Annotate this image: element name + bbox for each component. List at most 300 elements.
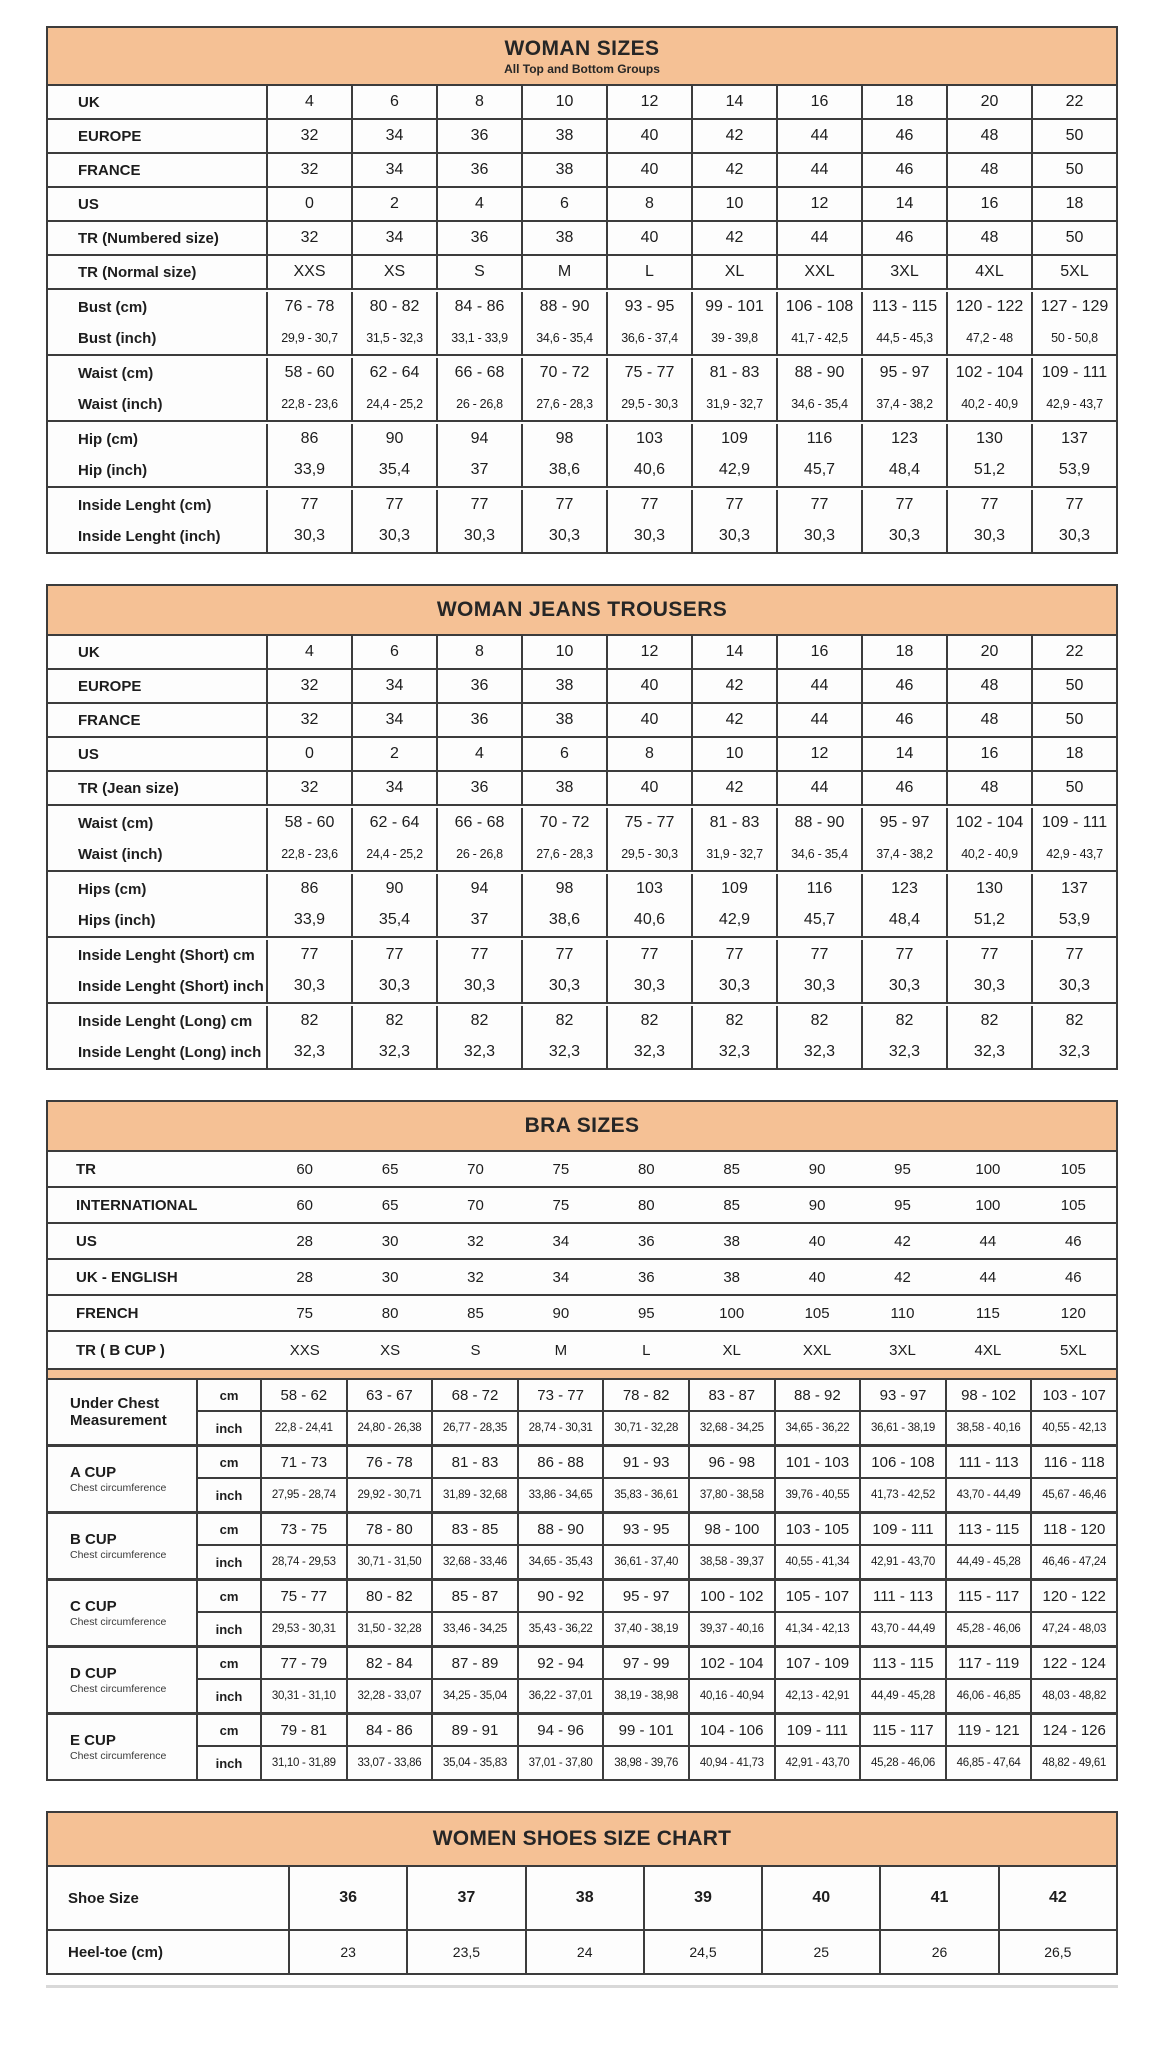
size-cell: 42,91 - 43,70 xyxy=(774,1747,860,1779)
size-cell: 8 xyxy=(606,738,691,770)
size-cell: 81 - 83 xyxy=(431,1447,517,1479)
size-cell: 85 xyxy=(467,1304,484,1322)
table-row xyxy=(48,838,1116,870)
size-cell: 75 xyxy=(552,1196,570,1214)
size-cell: 30,3 xyxy=(1031,970,1116,1002)
size-cell: 18 xyxy=(1031,188,1116,220)
row-label: EUROPE xyxy=(78,127,142,145)
cup-name: E CUP xyxy=(70,1731,116,1749)
size-cell: 100 - 102 xyxy=(688,1581,774,1613)
size-cell: 80 xyxy=(381,1304,399,1322)
size-cell: 31,9 - 32,7 xyxy=(691,388,776,420)
size-cell: 31,89 - 32,68 xyxy=(431,1479,517,1511)
row-label: Hips (inch) xyxy=(78,911,156,929)
size-cell: 41,7 - 42,5 xyxy=(776,322,861,354)
size-cell: 40,16 - 40,94 xyxy=(688,1680,774,1712)
size-cell: 29,5 - 30,3 xyxy=(606,838,691,870)
size-cell: 30,3 xyxy=(606,520,691,552)
size-cell: 77 xyxy=(1031,490,1116,520)
size-cell: L xyxy=(642,1341,651,1359)
size-cell: 30 xyxy=(381,1232,399,1250)
row-label: US xyxy=(78,195,99,213)
unit-label-inch: inch xyxy=(196,1412,260,1444)
row-label: US xyxy=(78,745,99,763)
size-cell: 77 xyxy=(351,940,436,970)
size-cell: 30,3 xyxy=(861,520,946,552)
size-cell: 85 xyxy=(723,1160,741,1178)
size-cell: 43,70 - 44,49 xyxy=(859,1613,945,1645)
size-cell: 32 xyxy=(467,1232,484,1250)
cup-sublabel: Chest circumference xyxy=(70,1482,167,1495)
size-cell: 8 xyxy=(606,188,691,220)
bra-sizes-table xyxy=(46,1100,1118,1781)
cup-label xyxy=(48,1447,196,1511)
size-cell: 88 - 92 xyxy=(774,1380,860,1412)
size-cell: 32 xyxy=(266,670,351,702)
size-cell: 79 - 81 xyxy=(260,1715,346,1747)
size-cell: 41,34 - 42,13 xyxy=(774,1613,860,1645)
size-cell: 40,94 - 41,73 xyxy=(688,1747,774,1779)
size-cell: 36 xyxy=(436,120,521,152)
size-cell: 32 xyxy=(266,154,351,186)
size-cell: 104 - 106 xyxy=(688,1715,774,1747)
size-cell: 116 - 118 xyxy=(1030,1447,1116,1479)
size-cell: 118 - 120 xyxy=(1030,1514,1116,1546)
size-cell: 111 - 113 xyxy=(859,1581,945,1613)
size-cell: 38 xyxy=(521,772,606,804)
size-cell: 46 xyxy=(861,670,946,702)
size-cell: 48,4 xyxy=(861,904,946,936)
size-cell: 102 - 104 xyxy=(688,1648,774,1680)
size-cell: 115 - 117 xyxy=(859,1715,945,1747)
bra-section-divider xyxy=(48,1368,1116,1380)
size-cell: 35,04 - 35,83 xyxy=(431,1747,517,1779)
size-cell: 91 - 93 xyxy=(602,1447,688,1479)
size-cell: 34,6 - 35,4 xyxy=(776,388,861,420)
size-cell: 99 - 101 xyxy=(691,292,776,322)
size-cell: 38 xyxy=(521,154,606,186)
size-cell: 103 xyxy=(606,874,691,904)
size-cell: 47,2 - 48 xyxy=(946,322,1031,354)
cup-label xyxy=(48,1380,196,1444)
size-cell: 76 - 78 xyxy=(346,1447,432,1479)
size-cell: 32,3 xyxy=(776,1036,861,1068)
table-row xyxy=(48,520,1116,552)
size-cell: 4XL xyxy=(974,1341,1002,1359)
size-cell: 29,9 - 30,7 xyxy=(266,322,351,354)
bra-sizes-header xyxy=(48,1102,1116,1152)
size-cell: 32,3 xyxy=(606,1036,691,1068)
row-label: UK xyxy=(78,643,100,661)
size-cell: L xyxy=(606,256,691,288)
unit-label-inch: inch xyxy=(196,1747,260,1779)
size-cell: 137 xyxy=(1031,424,1116,454)
size-cell: 46 xyxy=(861,704,946,736)
table-row-group xyxy=(48,938,1116,1004)
size-cell: 42,9 xyxy=(691,904,776,936)
size-cell: 86 xyxy=(266,424,351,454)
size-cell: 81 - 83 xyxy=(691,808,776,838)
size-cell: 78 - 82 xyxy=(602,1380,688,1412)
size-cell: 95 - 97 xyxy=(861,358,946,388)
size-cell: 30,3 xyxy=(266,970,351,1002)
size-cell: 40,55 - 42,13 xyxy=(1030,1412,1116,1444)
cup-label xyxy=(48,1715,196,1779)
size-cell: 35,4 xyxy=(351,454,436,486)
size-cell: 36,61 - 38,19 xyxy=(859,1412,945,1444)
table-row xyxy=(48,872,1116,904)
size-cell: 103 xyxy=(606,424,691,454)
table-row xyxy=(48,806,1116,838)
size-cell: 44 xyxy=(776,772,861,804)
table-title: BRA SIZES xyxy=(524,1114,640,1137)
size-cell: 14 xyxy=(861,188,946,220)
size-cell: 78 - 80 xyxy=(346,1514,432,1546)
size-cell: 81 - 83 xyxy=(691,358,776,388)
size-cell: 66 - 68 xyxy=(436,808,521,838)
size-cell: 39 - 39,8 xyxy=(691,322,776,354)
table-row xyxy=(48,454,1116,486)
size-cell: 50 xyxy=(1031,704,1116,736)
size-cell: 12 xyxy=(776,188,861,220)
size-cell: 46 xyxy=(861,154,946,186)
size-cell: 109 xyxy=(691,874,776,904)
size-cell: 27,6 - 28,3 xyxy=(521,388,606,420)
size-cell: 18 xyxy=(861,636,946,668)
size-cell: 48 xyxy=(946,670,1031,702)
size-cell: 16 xyxy=(946,738,1031,770)
size-cell: 95 xyxy=(637,1304,655,1322)
size-cell: 42 xyxy=(691,222,776,254)
size-cell: 30,3 xyxy=(436,520,521,552)
size-cell: 10 xyxy=(521,636,606,668)
row-label: Hip (cm) xyxy=(78,430,138,448)
size-cell: 33,46 - 34,25 xyxy=(431,1613,517,1645)
size-cell: 40 xyxy=(606,772,691,804)
size-cell: 31,5 - 32,3 xyxy=(351,322,436,354)
table-row xyxy=(48,738,1116,772)
size-cell: 28,74 - 30,31 xyxy=(517,1412,603,1444)
size-cell: 44,49 - 45,28 xyxy=(945,1546,1031,1578)
size-cell: 71 - 73 xyxy=(260,1447,346,1479)
size-cell: 40,6 xyxy=(606,904,691,936)
size-cell: 77 xyxy=(436,940,521,970)
size-cell: 105 xyxy=(1060,1160,1086,1178)
size-cell: 44 xyxy=(776,222,861,254)
size-cell: 30,3 xyxy=(436,970,521,1002)
size-cell: 36 xyxy=(436,154,521,186)
size-cell: 30,3 xyxy=(351,520,436,552)
size-cell: 130 xyxy=(946,874,1031,904)
size-cell: 5XL xyxy=(1031,256,1116,288)
unit-label-cm: cm xyxy=(196,1514,260,1546)
size-cell: 127 - 129 xyxy=(1031,292,1116,322)
size-cell: 31,50 - 32,28 xyxy=(346,1613,432,1645)
size-cell: 30,3 xyxy=(946,970,1031,1002)
size-cell: 53,9 xyxy=(1031,904,1116,936)
size-cell: 42 xyxy=(691,120,776,152)
table-row xyxy=(48,356,1116,388)
table-row xyxy=(48,904,1116,936)
row-label: Inside Lenght (Long) cm xyxy=(78,1012,253,1030)
size-cell: 103 - 105 xyxy=(774,1514,860,1546)
size-cell: 36,61 - 37,40 xyxy=(602,1546,688,1578)
row-label: TR (Normal size) xyxy=(78,263,197,281)
size-cell: 48 xyxy=(946,704,1031,736)
size-cell: 6 xyxy=(521,738,606,770)
size-cell: 93 - 95 xyxy=(606,292,691,322)
size-cell: 22 xyxy=(1031,86,1116,118)
size-cell: 99 - 101 xyxy=(602,1715,688,1747)
size-cell: XL xyxy=(691,256,776,288)
size-cell: 80 - 82 xyxy=(351,292,436,322)
size-cell: 109 - 111 xyxy=(774,1715,860,1747)
size-cell: 117 - 119 xyxy=(945,1648,1031,1680)
size-cell: 6 xyxy=(521,188,606,220)
size-cell: 28 xyxy=(296,1268,314,1286)
size-cell: 37,4 - 38,2 xyxy=(861,838,946,870)
size-cell: 37,4 - 38,2 xyxy=(861,388,946,420)
size-cell: 38,98 - 39,76 xyxy=(602,1747,688,1779)
size-cell: 77 xyxy=(606,940,691,970)
size-cell: 16 xyxy=(946,188,1031,220)
size-cell: 82 xyxy=(776,1006,861,1036)
size-cell: 30,3 xyxy=(776,520,861,552)
size-cell: 94 - 96 xyxy=(517,1715,603,1747)
cup-block xyxy=(48,1715,1116,1779)
size-cell: 65 xyxy=(381,1160,399,1178)
size-cell: XXL xyxy=(776,256,861,288)
size-cell: 102 - 104 xyxy=(946,808,1031,838)
size-cell: 42,9 xyxy=(691,454,776,486)
size-cell: 24,80 - 26,38 xyxy=(346,1412,432,1444)
size-cell: 50 xyxy=(1031,670,1116,702)
size-cell: 36 xyxy=(436,670,521,702)
size-cell: 95 xyxy=(894,1160,911,1178)
size-cell: 34 xyxy=(351,120,436,152)
size-cell: 70 xyxy=(467,1160,484,1178)
size-cell: 77 xyxy=(521,490,606,520)
size-cell: 8 xyxy=(436,86,521,118)
size-cell: 30,3 xyxy=(776,970,861,1002)
size-cell: 10 xyxy=(521,86,606,118)
size-cell: 95 - 97 xyxy=(861,808,946,838)
size-cell: 20 xyxy=(946,636,1031,668)
size-cell: 80 xyxy=(637,1196,655,1214)
size-cell: 24,4 - 25,2 xyxy=(351,388,436,420)
row-label: Bust (inch) xyxy=(78,329,157,347)
size-cell: 109 xyxy=(691,424,776,454)
size-cell: 88 - 90 xyxy=(776,808,861,838)
size-cell: 105 - 107 xyxy=(774,1581,860,1613)
size-cell: 83 - 85 xyxy=(431,1514,517,1546)
size-cell: 83 - 87 xyxy=(688,1380,774,1412)
size-cell: 30,3 xyxy=(521,970,606,1002)
size-cell: 20 xyxy=(946,86,1031,118)
size-cell: 36 xyxy=(436,772,521,804)
table-row xyxy=(48,422,1116,454)
row-label: TR (Numbered size) xyxy=(78,229,219,247)
size-cell: 106 - 108 xyxy=(776,292,861,322)
size-cell: 123 xyxy=(861,424,946,454)
table-row xyxy=(48,636,1116,670)
size-cell: 36 xyxy=(436,704,521,736)
size-cell: 35,83 - 36,61 xyxy=(602,1479,688,1511)
size-cell: 32,3 xyxy=(351,1036,436,1068)
size-cell: 42 xyxy=(894,1232,911,1250)
size-cell: 77 xyxy=(861,490,946,520)
row-label: TR ( B CUP ) xyxy=(76,1341,165,1359)
woman-sizes-table xyxy=(46,26,1118,554)
table-row xyxy=(48,1260,1116,1296)
size-cell: 14 xyxy=(861,738,946,770)
table-row xyxy=(48,86,1116,120)
size-cell: 32,3 xyxy=(436,1036,521,1068)
size-cell: 77 xyxy=(946,490,1031,520)
size-cell: 16 xyxy=(776,636,861,668)
cup-block xyxy=(48,1581,1116,1648)
cup-sublabel: Chest circumference xyxy=(70,1616,167,1629)
size-cell: 58 - 62 xyxy=(260,1380,346,1412)
size-cell: 50 xyxy=(1031,772,1116,804)
size-cell: 42,91 - 43,70 xyxy=(859,1546,945,1578)
size-cell: 98 - 102 xyxy=(945,1380,1031,1412)
table-row xyxy=(48,704,1116,738)
cup-label xyxy=(48,1648,196,1712)
size-cell: 44,5 - 45,3 xyxy=(861,322,946,354)
size-cell: 102 - 104 xyxy=(946,358,1031,388)
size-cell: 77 xyxy=(351,490,436,520)
size-cell: 82 xyxy=(521,1006,606,1036)
table-row xyxy=(48,670,1116,704)
size-cell: 32 xyxy=(467,1268,484,1286)
size-cell: 40 xyxy=(606,670,691,702)
size-cell: 2 xyxy=(351,738,436,770)
size-cell: 82 xyxy=(606,1006,691,1036)
row-label: Inside Lenght (Short) inch xyxy=(78,977,264,995)
size-cell: 5XL xyxy=(1059,1341,1087,1359)
size-cell: 42,13 - 42,91 xyxy=(774,1680,860,1712)
unit-label-cm: cm xyxy=(196,1447,260,1479)
table-subtitle: All Top and Bottom Groups xyxy=(504,61,660,76)
size-cell: S xyxy=(436,256,521,288)
size-cell: 120 - 122 xyxy=(1030,1581,1116,1613)
table-row xyxy=(48,1867,1116,1931)
size-cell: 103 - 107 xyxy=(1030,1380,1116,1412)
size-cell: 27,95 - 28,74 xyxy=(260,1479,346,1511)
table-row-group xyxy=(48,422,1116,488)
size-cell: 65 xyxy=(381,1196,399,1214)
size-cell: 116 xyxy=(776,874,861,904)
size-cell: 98 xyxy=(521,424,606,454)
size-cell: 84 - 86 xyxy=(436,292,521,322)
size-cell: 115 xyxy=(975,1304,1000,1322)
size-cell: 42 xyxy=(691,670,776,702)
size-cell: 0 xyxy=(266,188,351,220)
size-cell: 32,3 xyxy=(1031,1036,1116,1068)
size-cell: 75 - 77 xyxy=(260,1581,346,1613)
row-label: FRANCE xyxy=(78,161,141,179)
size-cell: 4XL xyxy=(946,256,1031,288)
size-cell: 34 xyxy=(351,670,436,702)
size-cell: 30,3 xyxy=(691,520,776,552)
size-cell: 18 xyxy=(1031,738,1116,770)
bra-band-rows xyxy=(48,1152,1116,1368)
size-cell: 123 xyxy=(861,874,946,904)
cup-block xyxy=(48,1380,1116,1447)
woman-jeans-table xyxy=(46,584,1118,1070)
size-cell: 46 xyxy=(861,222,946,254)
size-cell: 100 xyxy=(975,1196,1001,1214)
table-row-group xyxy=(48,290,1116,356)
unit-label-cm: cm xyxy=(196,1380,260,1412)
size-cell: 87 - 89 xyxy=(431,1648,517,1680)
size-cell: 58 - 60 xyxy=(266,358,351,388)
size-cell: 111 - 113 xyxy=(945,1447,1031,1479)
size-cell: 0 xyxy=(266,738,351,770)
size-cell: 98 xyxy=(521,874,606,904)
size-cell: 38 xyxy=(723,1268,741,1286)
size-cell: 40 xyxy=(808,1268,826,1286)
table-row xyxy=(48,222,1116,256)
size-cell: 95 - 97 xyxy=(602,1581,688,1613)
size-cell: 46 xyxy=(1064,1268,1082,1286)
size-cell: 42,9 - 43,7 xyxy=(1031,838,1116,870)
size-cell: 38 xyxy=(521,670,606,702)
size-cell: 101 - 103 xyxy=(774,1447,860,1479)
size-cell: 30,3 xyxy=(1031,520,1116,552)
size-cell: XXS xyxy=(266,256,351,288)
size-cell: 45,28 - 46,06 xyxy=(859,1747,945,1779)
size-cell: 30,31 - 31,10 xyxy=(260,1680,346,1712)
size-cell: 70 xyxy=(467,1196,484,1214)
size-cell: 137 xyxy=(1031,874,1116,904)
size-cell: 48 xyxy=(946,154,1031,186)
size-cell: 66 - 68 xyxy=(436,358,521,388)
size-cell: 45,67 - 46,46 xyxy=(1030,1479,1116,1511)
cup-label xyxy=(48,1581,196,1645)
size-cell: 45,7 xyxy=(776,454,861,486)
table-row xyxy=(48,1296,1116,1332)
size-cell: 44 xyxy=(776,670,861,702)
cup-sublabel: Chest circumference xyxy=(70,1750,167,1763)
size-cell: 3XL xyxy=(861,256,946,288)
size-cell: 51,2 xyxy=(946,454,1031,486)
women-shoes-header xyxy=(48,1813,1116,1867)
size-cell: 46,46 - 47,24 xyxy=(1030,1546,1116,1578)
size-cell: 34,6 - 35,4 xyxy=(776,838,861,870)
woman-sizes-header xyxy=(48,28,1116,86)
size-cell: 23 xyxy=(288,1931,406,1973)
size-cell: 40,6 xyxy=(606,454,691,486)
size-cell: 40 xyxy=(761,1867,879,1929)
size-cell: 77 xyxy=(861,940,946,970)
size-cell: 77 xyxy=(691,490,776,520)
size-cell: 31,10 - 31,89 xyxy=(260,1747,346,1779)
size-cell: 30 xyxy=(381,1268,399,1286)
size-cell: 44 xyxy=(776,154,861,186)
size-cell: 24,4 - 25,2 xyxy=(351,838,436,870)
size-cell: 32 xyxy=(266,120,351,152)
women-shoes-body xyxy=(48,1867,1116,1973)
size-cell: 82 xyxy=(946,1006,1031,1036)
size-cell: 37 xyxy=(436,904,521,936)
table-title: WOMAN JEANS TROUSERS xyxy=(436,598,728,621)
size-cell: 30,3 xyxy=(606,970,691,1002)
size-cell: 30,3 xyxy=(946,520,1031,552)
size-cell: 24,5 xyxy=(643,1931,761,1973)
size-cell: 45,7 xyxy=(776,904,861,936)
